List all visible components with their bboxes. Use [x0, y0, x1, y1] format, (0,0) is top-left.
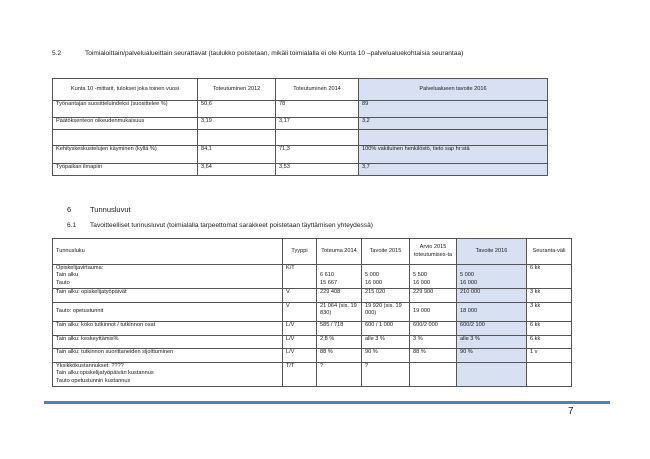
table-cell: 3,2	[359, 118, 548, 130]
table-cell: 6 kk	[527, 322, 572, 336]
table-cell: Tain alku: keskeyttämis%	[53, 336, 283, 349]
table-cell: 71,3	[276, 146, 359, 164]
table-cell: 3,53	[276, 164, 359, 176]
table-cell	[198, 130, 276, 146]
table-cell: ?	[362, 363, 410, 387]
col-header-tavoite-2016: Tavoite 2016	[457, 239, 527, 265]
table-cell	[53, 130, 198, 146]
table-cell: Opiskelijavirtauma: Tain alku Tauto	[53, 265, 283, 289]
table-row	[53, 265, 572, 289]
table-cell: 90 %	[362, 349, 410, 363]
table-cell: V	[283, 289, 317, 303]
table-cell: 88 %	[410, 349, 457, 363]
table-cell: 78	[276, 101, 359, 118]
table-row	[53, 336, 572, 349]
col-header-tyyppi: Tyyppi	[283, 239, 317, 265]
table-cell: 90 %	[457, 349, 527, 363]
table-cell: 215 020	[362, 289, 410, 303]
table-cell: L/V	[283, 336, 317, 349]
table-cell: 600 / 1 000	[362, 322, 410, 336]
table-cell: L/V	[283, 349, 317, 363]
col-header-toteuma-2014: Toteuma 2014	[317, 239, 362, 265]
table-cell: alle 3 %	[362, 336, 410, 349]
table-cell: 19 000	[410, 303, 457, 322]
table-cell: Tain alku: koko tutkinnot / tutkinnon osat	[53, 322, 283, 336]
col-header-toteutuminen-2014: Toteutuminen 2014	[276, 79, 359, 101]
table-row	[53, 289, 572, 303]
table-row	[53, 322, 572, 336]
table-cell: Yksikkökustannukset: ???? Tain alku:opiskelijatyöpäivän kustannus Tauto opetustunnin kustannus	[53, 363, 283, 387]
table-cell: K/T	[283, 265, 317, 289]
col-header-seurantavali: Seuranta-väli	[527, 239, 572, 265]
table-cell: Tain alku: tutkinnon suorittaneiden sijoittuminen	[53, 349, 283, 363]
table-cell: 88 %	[317, 349, 362, 363]
table-cell: 600/2 000	[410, 322, 457, 336]
table-cell: 6 610 15 667	[317, 265, 362, 289]
col-header-toteutuminen-2012: Toteutuminen 2012	[198, 79, 276, 101]
section-5-2-title: Toimialoittain/palvelualueittain seurattavat (taulukko poistetaan, mikäli toimialalla ei ole Kunta 10 –palvelualuekohtaisia seurantaa)	[85, 50, 464, 57]
table-cell: 5 000 16 000	[362, 265, 410, 289]
table-cell: 3 %	[410, 336, 457, 349]
table-cell: 2,8 %	[317, 336, 362, 349]
table-cell: 50,6	[198, 101, 276, 118]
table-cell: 229 900	[410, 289, 457, 303]
table-row	[53, 363, 572, 387]
table-cell: 18 000	[457, 303, 527, 322]
table-cell: T/T	[283, 363, 317, 387]
table-row	[53, 303, 572, 322]
footer-bar	[44, 401, 610, 404]
table-row	[53, 146, 548, 164]
table-cell: 210 000	[457, 289, 527, 303]
col-header-tavoite-2016: Palvelualueen tavoite 2016	[359, 79, 548, 101]
table-row	[53, 101, 548, 118]
table-row	[53, 349, 572, 363]
table-cell: Kehityskeskustelujen käyminen (kyllä %)	[53, 146, 198, 164]
col-header-tavoite-2015: Tavoite 2015	[362, 239, 410, 265]
col-header-tunnusluku: Tunnusluku	[53, 239, 283, 265]
table-cell: Tain alku: opiskelijatyöpäivät	[53, 289, 283, 303]
table-cell: V	[283, 303, 317, 322]
table-cell	[527, 363, 572, 387]
table-cell: 5 500 16 000	[410, 265, 457, 289]
table-cell: Päätöksenteon oikeudenmukaisuus	[53, 118, 198, 130]
table-cell: 3 kk	[527, 303, 572, 322]
section-6-number: 6	[67, 205, 72, 214]
table-cell: 19 920 (sis. 19 000)	[362, 303, 410, 322]
table-cell: 100% vakituinen henkilöstö, tieto sap hr:stä	[359, 146, 548, 164]
table-cell: 229 408	[317, 289, 362, 303]
table-cell: ?	[317, 363, 362, 387]
section-5-2-number: 5.2	[52, 50, 62, 57]
col-header-kunta10: Kunta 10 -mittarit, tulokset joka toinen vuosi	[53, 79, 198, 101]
table-cell: 600/2 100	[457, 322, 527, 336]
table-cell: 6 kk	[527, 265, 572, 289]
table-row	[53, 164, 548, 176]
table-row	[53, 118, 548, 130]
table-row	[53, 130, 548, 146]
table-cell: Tauto: opetustunnit	[53, 303, 283, 322]
table-cell: 3,17	[276, 118, 359, 130]
col-header-arvio-2015: Arvio 2015 toteutumises-ta	[410, 239, 457, 265]
table-cell: 3,19	[198, 118, 276, 130]
table-cell	[276, 130, 359, 146]
table-cell: Työnantajan suositteluindeksi (suosittelee %)	[53, 101, 198, 118]
table-cell: 5 000 16 000	[457, 265, 527, 289]
table-cell: 585 / 718	[317, 322, 362, 336]
table-cell	[410, 363, 457, 387]
table-cell: 3,64	[198, 164, 276, 176]
table-cell: 3,7	[359, 164, 548, 176]
table-cell: 3 kk	[527, 289, 572, 303]
table-cell: alle 3 %	[457, 336, 527, 349]
table-cell	[457, 363, 527, 387]
table-cell: 89	[359, 101, 548, 118]
table-cell: Työpaikan ilmapiiri	[53, 164, 198, 176]
tunnusluvut-table	[52, 238, 572, 387]
table-cell: L/V	[283, 322, 317, 336]
section-6-1-number: 6.1	[67, 222, 77, 229]
section-6-title: Tunnusluvut	[90, 205, 131, 214]
page-number: 7	[568, 406, 574, 417]
table-cell: 1 v	[527, 349, 572, 363]
table-cell: 84,1	[198, 146, 276, 164]
table-cell	[359, 130, 548, 146]
kunta10-table	[52, 78, 548, 176]
table-cell: 6 kk	[527, 336, 572, 349]
table-cell: 21 064 (sis. 19 830)	[317, 303, 362, 322]
section-6-1-title: Tavoitteelliset tunnusluvut (toimialalla tarpeettomat sarakkeet poistetaan täyttämisen yhteydessä)	[90, 222, 373, 229]
